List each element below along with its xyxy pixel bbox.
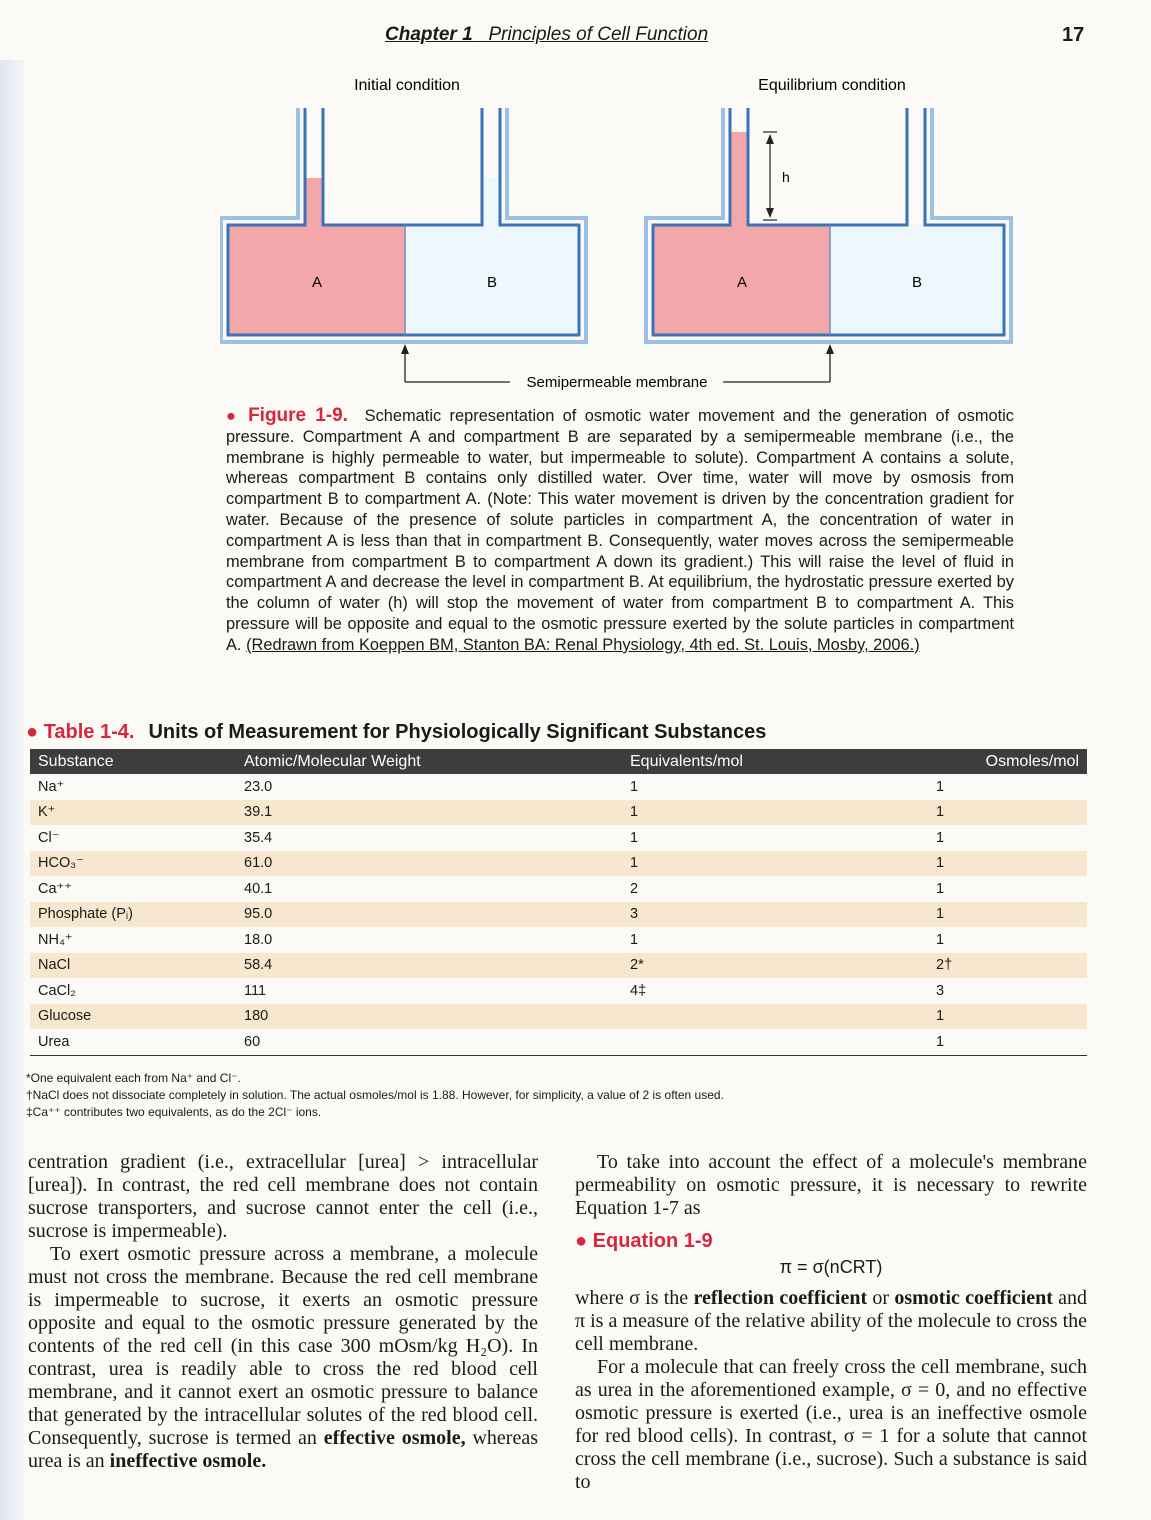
header-osmoles: Osmoles/mol (928, 749, 1087, 774)
table-row (30, 774, 1087, 800)
cell-weight: 40.1 (244, 880, 273, 897)
equilibrium-apparatus (646, 108, 1011, 342)
compartment-b-label-eq: B (911, 274, 923, 291)
cell-osmoles: 2† (928, 953, 1087, 979)
cell-equivalents: 1 (630, 778, 639, 795)
cell-equivalents: 3 (622, 902, 928, 928)
footnote: *One equivalent each from Na⁺ and Cl⁻. (26, 1071, 241, 1085)
caption-text: Schematic representation of osmotic water movement and the generation of osmotic pressure. Compartment A and compartment B are separated by a semipermeable membrane (i.e., the membrane is highly permeable to water, but impermeable to solute). Compartment A contains a solute, whereas compartment B contains only distilled water. Over time, water will move by osmosis from compartment B to compartment A. (Note: This water movement is driven by the concentration gradient for water. Because of the presence of solute particles in compartment A, the concentration of water in compartment A is less than that in compartment B. Consequently, water moves across the semipermeable membrane from compartment B to compartment A down its gradient.) This will raise the level of fluid in compartment A and decrease the level in compartment B. At equilibrium, the hydrostatic pressure exerted by the column of water (h) will stop the movement of water from compartment B to compartment A. This pressure will be opposite and equal to the osmotic pressure exerted by the solute particles in compartment A. (226, 407, 1015, 654)
body-column-left (28, 1151, 538, 1473)
figure-caption (226, 406, 1014, 656)
cell-weight: 95.0 (236, 902, 622, 928)
table-header-row (30, 749, 1087, 774)
footnote: ‡Ca⁺⁺ contributes two equivalents, as do the 2Cl⁻ ions. (26, 1105, 322, 1119)
compartment-a-label-eq: A (736, 274, 748, 291)
cell-substance: Urea (30, 1029, 236, 1055)
cell-weight: 180 (236, 1004, 622, 1030)
cell-equivalents: 1 (630, 931, 639, 948)
cell-equivalents: 2 (630, 880, 639, 897)
cell-weight: 35.4 (244, 829, 273, 846)
cell-substance: Na⁺ (38, 778, 65, 795)
initial-apparatus (221, 108, 586, 342)
cell-weight: 18.0 (244, 931, 273, 948)
bullet-icon: ● (575, 1230, 588, 1252)
cell-weight: 111 (244, 982, 267, 999)
cell-osmoles: 1 (928, 1004, 1087, 1030)
paragraph: To take into account the effect of a molecule's membrane permeability on osmotic pressure, it is necessary to rewrite Equation 1-7 as (575, 1151, 1087, 1219)
table-number: Table 1-4. (43, 721, 135, 743)
table-row (30, 800, 1087, 826)
text-run: where σ is the (575, 1287, 689, 1309)
body-column-right (575, 1151, 1087, 1494)
cell-substance: NH₄⁺ (38, 931, 73, 948)
equation-heading (575, 1230, 1087, 1253)
cell-weight: 39.1 (236, 800, 622, 826)
cell-osmoles: 1 (936, 931, 945, 948)
term-reflection-coefficient: reflection coefficient (693, 1287, 868, 1309)
cell-substance: NaCl (30, 953, 236, 979)
cell-osmoles: 1 (928, 851, 1087, 877)
cell-weight: 58.4 (236, 953, 622, 979)
cell-equivalents (622, 1004, 928, 1030)
term-effective-osmole: effective osmole, (323, 1427, 466, 1449)
osmosis-figure (220, 70, 1040, 400)
membrane-pointer (401, 344, 834, 391)
table-row (30, 902, 1087, 928)
tube-a-fluid (305, 178, 323, 225)
bullet-icon: ● (226, 407, 240, 425)
table-title-text: Units of Measurement for Physiologically Significant Substances (148, 721, 767, 743)
cell-substance: Glucose (30, 1004, 236, 1030)
paragraph (28, 1243, 538, 1473)
term-osmotic-coefficient: osmotic coefficient (894, 1287, 1053, 1309)
table-footnotes (26, 1070, 724, 1121)
cell-osmoles: 1 (928, 902, 1087, 928)
cell-equivalents: 1 (622, 851, 928, 877)
figure-label: Figure 1-9. (248, 405, 348, 426)
membrane-label: Semipermeable membrane (526, 374, 708, 391)
tube-b-fluid (482, 178, 500, 225)
chapter-label: Chapter 1 (385, 24, 473, 45)
cell-osmoles: 3 (936, 982, 945, 999)
initial-condition-label: Initial condition (354, 77, 460, 94)
running-head (385, 24, 708, 46)
bullet-icon: ● (26, 721, 39, 743)
header-equivalents: Equivalents/mol (622, 749, 928, 774)
compartment-a-label: A (311, 274, 323, 291)
text-run: whereas urea is an (28, 1427, 538, 1472)
text-run: or (872, 1287, 890, 1309)
cell-substance: Ca⁺⁺ (38, 880, 72, 897)
paragraph: centration gradient (i.e., extracellular [urea] > intracellular [urea]). In contrast, the red cell membrane does not contain sucrose transporters, and sucrose cannot enter the cell (i.e., sucrose is impermeable). (28, 1151, 538, 1242)
cell-substance: Phosphate (Pᵢ) (30, 902, 236, 928)
equation: π = σ(nCRT) (779, 1257, 883, 1277)
text-run: To exert osmotic pressure across a membrane, a molecule must not cross the membrane. Because the red cell membrane is impermeable to sucrose, it exerts an osmotic pressure opposite and equal to the osmotic pressure generated by the contents of the red cell (in this case 300 mOsm/kg H₂O). In contrast, urea is readily able to cross the red blood cell membrane, and it cannot exert an osmotic pressure to balance that generated by the intracellular solutes of the red blood cell. Consequently, sucrose is termed an (28, 1243, 538, 1449)
cell-substance: CaCl₂ (38, 982, 76, 999)
table-row (30, 876, 1087, 902)
equilibrium-condition-label: Equilibrium condition (758, 77, 906, 94)
cell-weight: 61.0 (236, 851, 622, 877)
table-row (30, 1029, 1087, 1055)
cell-equivalents: 1 (630, 829, 639, 846)
table-row (30, 825, 1087, 851)
cell-substance: K⁺ (30, 800, 236, 826)
equation-label: Equation 1-9 (592, 1230, 713, 1252)
table-row (30, 1004, 1087, 1030)
units-table (30, 749, 1087, 1056)
cell-substance: Cl⁻ (38, 829, 60, 846)
chapter-title: Principles of Cell Function (488, 24, 709, 45)
table-row (30, 927, 1087, 953)
table-row (30, 851, 1087, 877)
compartment-b-label: B (486, 274, 498, 291)
table-row (30, 953, 1087, 979)
paragraph: For a molecule that can freely cross the cell membrane, such as urea in the aforementioned example, σ = 0, and no effective osmotic pressure is exerted (i.e., urea is an ineffective osmole for red blood cells). In contrast, σ = 1 for a solute that cannot cross the cell membrane (i.e., sucrose). Such a substance is said to (575, 1356, 1087, 1493)
term-ineffective-osmole: ineffective osmole. (109, 1450, 267, 1472)
footnote: †NaCl does not dissociate completely in solution. The actual osmoles/mol is 1.88. However, for simplicity, a value of 2 is often used. (26, 1088, 724, 1102)
cell-weight: 60 (236, 1029, 622, 1055)
cell-osmoles: 1 (936, 829, 945, 846)
caption-reference: (Redrawn from Koeppen BM, Stanton BA: Renal Physiology, 4th ed. St. Louis, Mosby, 2006.) (246, 635, 920, 654)
page-number: 17 (1062, 24, 1085, 46)
cell-weight: 23.0 (244, 778, 273, 795)
table-row (30, 978, 1087, 1004)
table-title (26, 721, 766, 744)
text-run: and π is a measure of the relative ability of the molecule to cross the cell membrane. (575, 1287, 1088, 1355)
height-label: h (782, 169, 790, 185)
header-substance: Substance (30, 749, 236, 774)
cell-equivalents: 4‡ (630, 982, 647, 999)
cell-equivalents (622, 1029, 928, 1055)
cell-equivalents: 2* (622, 953, 928, 979)
page-edge-bleed (0, 60, 24, 1520)
cell-equivalents: 1 (622, 800, 928, 826)
cell-osmoles: 1 (936, 778, 945, 795)
header-weight: Atomic/Molecular Weight (236, 749, 622, 774)
cell-osmoles: 1 (928, 800, 1087, 826)
cell-osmoles: 1 (936, 880, 945, 897)
cell-osmoles: 1 (928, 1029, 1087, 1055)
paragraph (575, 1287, 1087, 1356)
tube-a-fluid-eq (730, 132, 748, 225)
cell-substance: HCO₃⁻ (30, 851, 236, 877)
